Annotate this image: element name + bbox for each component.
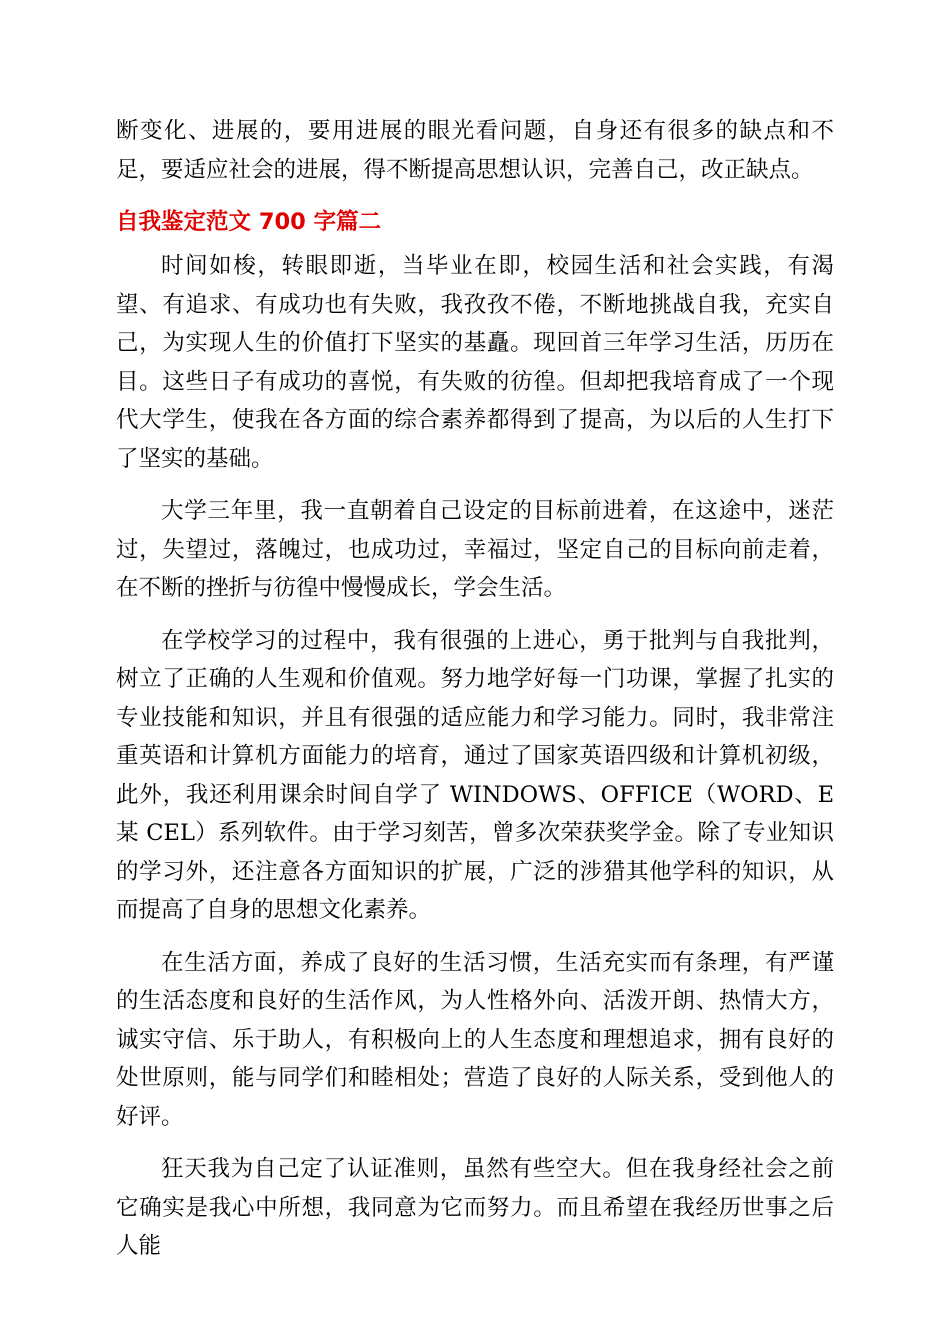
body-paragraph-1: 时间如梭，转眼即逝，当毕业在即，校园生活和社会实践，有渴望、有追求、有成功也有失败，我孜孜不倦，不断地挑战自我，充实自己，为实现人生的价值打下坚实的基矗。现回首三年学习生活，历历在目。这些日子有成功的喜悦，有失败的彷徨。但却把我培育成了一个现代大学生，使我在各方面的综合素养都得到了提高，为以后的人生打下了坚实的基础。 [116,253,834,472]
body-paragraph-3: 在学校学习的过程中，我有很强的上进心，勇于批判与自我批判，树立了正确的人生观和价值观。努力地学好每一门功课，掌握了扎实的专业技能和知识，并且有很强的适应能力和学习能力。同时，我非常注重英语和计算机方面能力的培育，通过了国家英语四级和计算机初级，此外，我还利用课余时间自学了 WINDOWS、OFFICE（WORD、E 某 CEL）系列软件。由于学习刻苦，曾多次荣获奖学金。除了专业知识的学习外，还注意各方面知识的扩展，广泛的涉猎其他学科的知识，从而提高了自身的思想文化素养。 [116,627,834,923]
body-paragraph-4: 在生活方面，养成了良好的生活习惯，生活充实而有条理，有严谨的生活态度和良好的生活作风，为人性格外向、活泼开朗、热情大方，诚实守信、乐于助人，有积极向上的人生态度和理想追求，拥有良好的处世原则，能与同学们和睦相处；营造了良好的人际关系，受到他人的好评。 [116,949,834,1130]
body-paragraph-5: 狂天我为自己定了认证准则，虽然有些空大。但在我身经社会之前它确实是我心中所想，我同意为它而努力。而且希望在我经历世事之后人能 [116,1156,834,1259]
continuation-paragraph: 断变化、进展的，要用进展的眼光看问题，自身还有很多的缺点和不足，要适应社会的进展，得不断提高思想认识，完善自己，改正缺点。 [116,118,834,183]
document-page [116,112,834,1280]
section-heading: 自我鉴定范文 700 字篇二 [116,209,382,235]
body-paragraph-2: 大学三年里，我一直朝着自己设定的目标前进着，在这途中，迷茫过，失望过，落魄过，也成功过，幸福过，坚定自己的目标向前走着，在不断的挫折与彷徨中慢慢成长，学会生活。 [116,498,834,601]
